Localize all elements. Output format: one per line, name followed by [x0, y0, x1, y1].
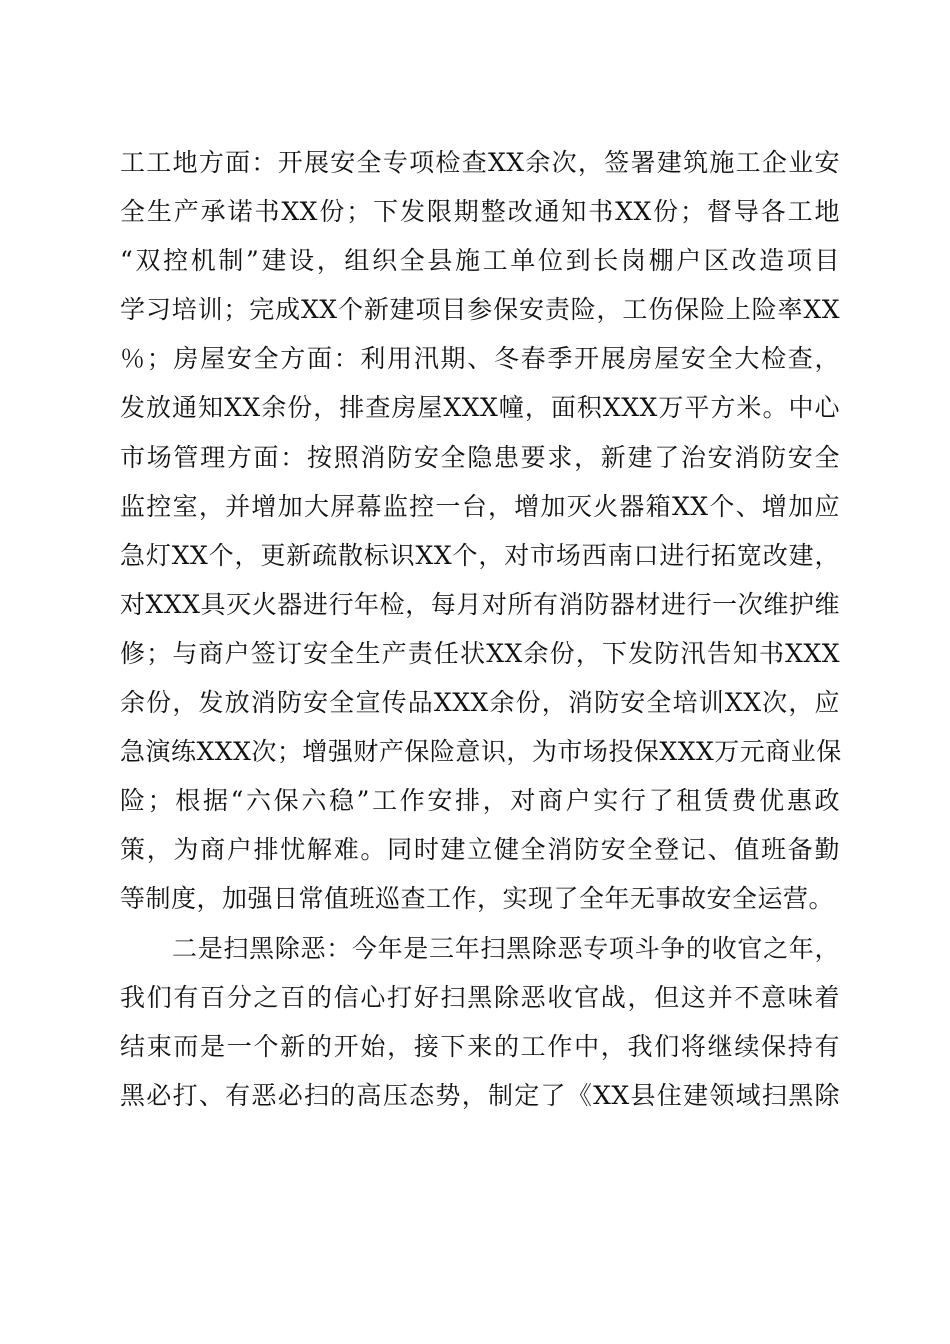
text-line: 监控室，并增加大屏幕监控一台，增加灭火器箱XX个、增加应: [120, 491, 840, 521]
text-line: 市场管理方面：按照消防安全隐患要求，新建了治安消防安全: [120, 442, 840, 472]
text-line: 策，为商户排忧解难。同时建立健全消防安全登记、值班备勤: [120, 835, 840, 865]
text-line: 我们有百分之百的信心打好扫黑除恶收官战，但这并不意味着: [120, 982, 840, 1012]
paragraph-1: [120, 138, 840, 924]
text-line: 余份，发放消防安全宣传品XXX余份，消防安全培训XX次，应: [120, 688, 840, 718]
text-line: “双控机制”建设，组织全县施工单位到长岗棚户区改造项目: [120, 246, 840, 276]
text-line: 急灯XX个，更新疏散标识XX个，对市场西南口进行拓宽改建，: [120, 540, 840, 570]
text-line: 黑必打、有恶必扫的高压态势，制定了《XX县住建领域扫黑除: [120, 1080, 840, 1110]
text-line: 学习培训；完成XX个新建项目参保安责险，工伤保险上险率XX: [120, 295, 840, 325]
text-line: 工工地方面：开展安全专项检查XX余次，签署建筑施工企业安: [120, 148, 840, 177]
paragraph-2: [120, 924, 840, 1120]
text-line: 险；根据“六保六稳”工作安排，对商户实行了租赁费优惠政: [120, 786, 840, 816]
text-line: 等制度，加强日常值班巡查工作，实现了全年无事故安全运营。: [120, 884, 835, 914]
text-line: ％；房屋安全方面：利用汛期、冬春季开展房屋安全大检查，: [120, 344, 840, 374]
text-line: 急演练XXX次；增强财产保险意识，为市场投保XXX万元商业保: [120, 737, 842, 767]
text-line: 二是扫黑除恶：今年是三年扫黑除恶专项斗争的收官之年，: [172, 933, 840, 963]
text-line: 修；与商户签订安全生产责任状XX余份，下发防汛告知书XXX: [120, 638, 840, 668]
body-text: [120, 138, 840, 1120]
text-line: 结束而是一个新的开始，接下来的工作中，我们将继续保持有: [120, 1031, 840, 1061]
text-line: 对XXX具灭火器进行年检，每月对所有消防器材进行一次维护维: [120, 589, 840, 619]
text-line: 全生产承诺书XX份；下发限期整改通知书XX份；督导各工地: [120, 197, 840, 227]
text-line: 发放通知XX余份，排查房屋XXX幢，面积XXX万平方米。中心: [120, 393, 840, 423]
